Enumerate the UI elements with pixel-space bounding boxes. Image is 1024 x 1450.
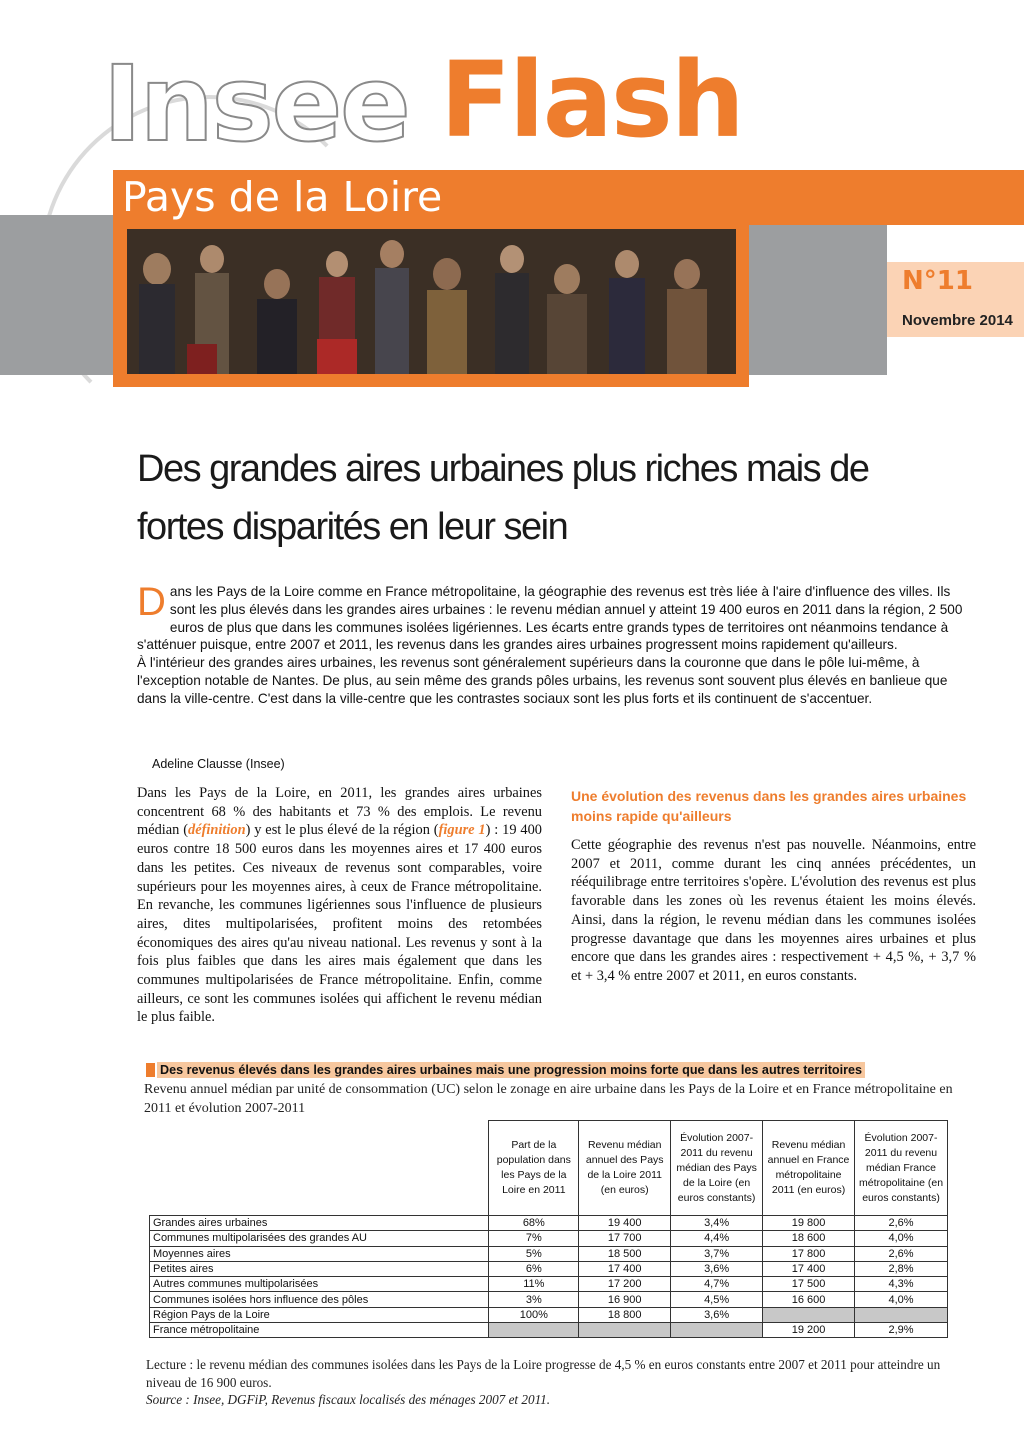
issue-date: Novembre 2014 xyxy=(902,312,1013,329)
title-line-2: fortes disparités en leur sein xyxy=(137,506,568,548)
row-label: Moyennes aires xyxy=(150,1246,489,1261)
table-cell: 4,0% xyxy=(855,1292,948,1307)
table-cell: 6% xyxy=(489,1261,579,1276)
intro-paragraph-1 xyxy=(137,580,970,654)
table-cell: 3,7% xyxy=(671,1246,763,1261)
table-cell: 2,9% xyxy=(855,1323,948,1338)
left-text-1: Dans les Pays de la Loire, en 2011, les grandes aires urbaines concentrent 68 % des habitants et 73 % des emplois. Le revenu médian ( xyxy=(137,785,542,839)
table-cell: 18 500 xyxy=(579,1246,671,1261)
table-cell: 17 700 xyxy=(579,1231,671,1246)
region-title: Pays de la Loire xyxy=(122,173,443,221)
table-cell: 17 200 xyxy=(579,1277,671,1292)
table-cell: 4,5% xyxy=(671,1292,763,1307)
intro-block xyxy=(137,580,970,708)
table-cell: 16 600 xyxy=(763,1292,855,1307)
column-header: Évolution 2007-2011 du revenu médian France métropolitaine (en euros constants) xyxy=(855,1121,948,1216)
logo-insee: Insee xyxy=(103,43,409,165)
left-column xyxy=(137,784,542,1027)
column-header: Revenu médian annuel en France métropolitaine 2011 (en euros) xyxy=(763,1121,855,1216)
author: Adeline Clausse (Insee) xyxy=(152,757,285,771)
figure-title: Des revenus élevés dans les grandes aires urbaines mais une progression moins forte que dans les autres territoires xyxy=(157,1062,865,1078)
row-label: Grandes aires urbaines xyxy=(150,1216,489,1231)
crowd-image-icon xyxy=(127,229,736,374)
table-cell-empty xyxy=(671,1323,763,1338)
table-cell: 2,6% xyxy=(855,1216,948,1231)
table-corner xyxy=(150,1121,489,1216)
row-label: Autres communes multipolarisées xyxy=(150,1277,489,1292)
row-label: Communes multipolarisées des grandes AU xyxy=(150,1231,489,1246)
table-cell: 19 400 xyxy=(579,1216,671,1231)
figure-1-link[interactable]: figure 1 xyxy=(438,822,486,839)
table-cell-empty xyxy=(763,1307,855,1322)
drop-cap: D xyxy=(137,580,166,624)
table-cell: 18 800 xyxy=(579,1307,671,1322)
table-cell: 16 900 xyxy=(579,1292,671,1307)
table-cell: 4,3% xyxy=(855,1277,948,1292)
table-cell: 2,8% xyxy=(855,1261,948,1276)
table-row xyxy=(150,1277,948,1292)
issue-number: N°11 xyxy=(902,266,973,296)
row-label: Petites aires xyxy=(150,1261,489,1276)
table-cell: 11% xyxy=(489,1277,579,1292)
column-header: Revenu médian annuel des Pays de la Loire 2011 (en euros) xyxy=(579,1121,671,1216)
left-text-2: ) y est le plus élevé de la région ( xyxy=(245,822,439,839)
table-cell: 3% xyxy=(489,1292,579,1307)
table-cell: 7% xyxy=(489,1231,579,1246)
table-row xyxy=(150,1246,948,1261)
figure-marker xyxy=(146,1063,155,1077)
table-row xyxy=(150,1261,948,1276)
intro-paragraph-2: À l'intérieur des grandes aires urbaines, les revenus sont généralement supérieurs dans la couronne que dans le pôle lui-même, à l'exception notable de Nantes. De plus, au sein même des grands pôles urbains, les revenus sont souvent plus élevés en banlieue que dans la ville-centre. C'est dans la ville-centre que les contrastes sociaux sont les plus forts et ils continuent de s'accentuer. xyxy=(137,655,948,706)
table-row xyxy=(150,1231,948,1246)
table-cell: 19 200 xyxy=(763,1323,855,1338)
table-cell-empty xyxy=(489,1323,579,1338)
table-cell: 17 400 xyxy=(579,1261,671,1276)
intro-text-1: ans les Pays de la Loire comme en France métropolitaine, la géographie des revenus est très liée à l'aire d'influence des villes. Ils sont les plus élevés dans les grandes aires urbaines : le revenu médian annuel y atteint 19 400 euros en 2011 dans la région, 2 500 euros de plus que dans les communes isolées ligériennes. Les écarts entre grands types de territoires ont néanmoins tendance à s'atténuer puisque, entre 2007 et 2011, les revenus dans les grandes aires urbaines progressent moins rapidement qu'ailleurs. xyxy=(137,584,963,653)
figure-subtitle: Revenu annuel médian par unité de consommation (UC) selon le zonage en aire urbaine dans les Pays de la Loire et en France métropolitaine en 2011 et évolution 2007-2011 xyxy=(144,1082,953,1116)
table-row xyxy=(150,1323,948,1338)
definition-link[interactable]: définition xyxy=(188,822,246,839)
table-cell: 4,7% xyxy=(671,1277,763,1292)
title-line-1: Des grandes aires urbaines plus riches mais de xyxy=(137,448,869,490)
table-cell: 68% xyxy=(489,1216,579,1231)
table-cell: 17 800 xyxy=(763,1246,855,1261)
table-cell: 3,4% xyxy=(671,1216,763,1231)
article-title xyxy=(137,440,957,556)
row-label: Région Pays de la Loire xyxy=(150,1307,489,1322)
row-label: Communes isolées hors influence des pôles xyxy=(150,1292,489,1307)
row-label: France métropolitaine xyxy=(150,1323,489,1338)
table-cell: 4,4% xyxy=(671,1231,763,1246)
table-cell: 4,0% xyxy=(855,1231,948,1246)
source-note: Source : Insee, DGFiP, Revenus fiscaux localisés des ménages 2007 et 2011. xyxy=(146,1392,551,1407)
right-column: Cette géographie des revenus n'est pas nouvelle. Néanmoins, entre 2007 et 2011, comme durant les cinq années précédentes, un rééquilibrage entre territoires s'opère. L'évolution des revenus est plus favorable dans les zones où les revenus étaient les moins élevés. Ainsi, dans la région, le revenu médian dans les communes isolées progresse davantage que dans les moyennes aires urbaines et plus encore que dans les grandes aires : respectivement + 4,5 %, + 3,7 % et + 3,4 % entre 2007 et 2011, en euros constants. xyxy=(571,837,976,984)
section-heading: Une évolution des revenus dans les grandes aires urbaines moins rapide qu'ailleurs xyxy=(571,788,967,824)
table-row xyxy=(150,1292,948,1307)
table-cell: 100% xyxy=(489,1307,579,1322)
table-cell: 3,6% xyxy=(671,1307,763,1322)
column-header: Évolution 2007-2011 du revenu médian des Pays de la Loire (en euros constants) xyxy=(671,1121,763,1216)
reading-note: Lecture : le revenu médian des communes isolées dans les Pays de la Loire progresse de 4,5 % en euros constants entre 2007 et 2011 pour atteindre un niveau de 16 900 euros. xyxy=(146,1357,941,1390)
crowd-photo xyxy=(127,229,736,374)
table-cell-empty xyxy=(855,1307,948,1322)
table-header-row xyxy=(150,1121,948,1216)
table-row xyxy=(150,1216,948,1231)
left-text-3: ) : 19 400 euros contre 18 500 euros dans les moyennes aires et 17 400 euros dans les petites. Ces niveaux de revenus sont comparables, voire supérieurs pour les moyennes aires, à ceux de France métropolitaine. En revanche, les communes ligériennes sous l'influence de plusieurs aires, dites multipolarisées, profitent moins des retombées économiques des aires qu'au niveau national. Les revenus y sont à la fois plus faibles que dans les aires mais également que dans les communes multipolarisées de France métropolitaine. Enfin, comme ailleurs, ce sont les communes isolées qui affichent le revenu médian le plus faible. xyxy=(137,822,542,1026)
table-cell: 2,6% xyxy=(855,1246,948,1261)
table-cell: 19 800 xyxy=(763,1216,855,1231)
logo-flash: Flash xyxy=(440,39,743,161)
table-cell: 17 400 xyxy=(763,1261,855,1276)
table-cell: 3,6% xyxy=(671,1261,763,1276)
column-header: Part de la population dans les Pays de la Loire en 2011 xyxy=(489,1121,579,1216)
table-cell-empty xyxy=(579,1323,671,1338)
income-table xyxy=(149,1120,948,1338)
table-row xyxy=(150,1307,948,1322)
table-cell: 17 500 xyxy=(763,1277,855,1292)
table-cell: 5% xyxy=(489,1246,579,1261)
table-cell: 18 600 xyxy=(763,1231,855,1246)
